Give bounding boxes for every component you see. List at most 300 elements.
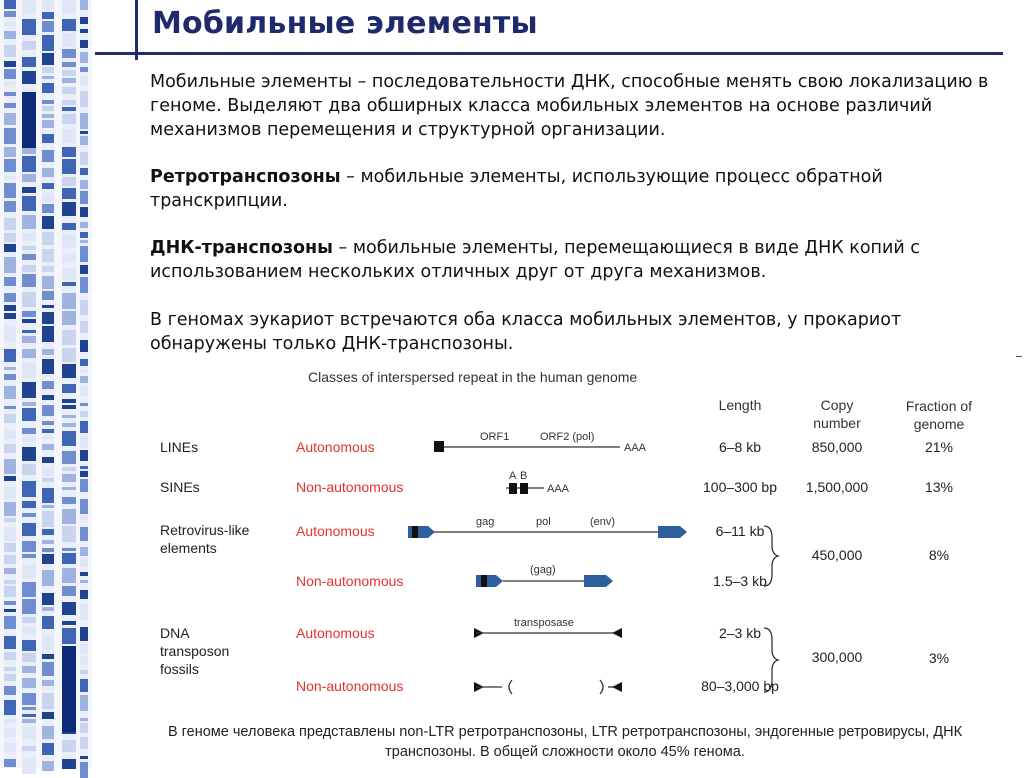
- strip-bar: [22, 582, 36, 597]
- strip-bar: [42, 134, 54, 143]
- strip-bar: [4, 568, 16, 574]
- strip-bar: [62, 293, 76, 309]
- strip-bar: [62, 423, 76, 427]
- strip-bar: [4, 444, 16, 453]
- strip-bar: [42, 662, 54, 676]
- strip-bar: [80, 240, 88, 243]
- strip-bar: [42, 114, 54, 118]
- type-label: Non-autonomous: [296, 479, 404, 495]
- strip-bar: [42, 193, 54, 202]
- strip-bar: [22, 653, 36, 662]
- strip-bar: [22, 41, 36, 50]
- strip-bar: [22, 554, 36, 558]
- strip-bar: [4, 128, 16, 144]
- strip-bar: [80, 207, 88, 217]
- length-value: 80–3,000 bp: [701, 678, 779, 694]
- strip-bar: [80, 180, 88, 189]
- strip-bar: [80, 222, 88, 228]
- strip-bar: [22, 447, 36, 461]
- strip-bar: [80, 321, 88, 333]
- strip-bar: [42, 478, 54, 482]
- strip-bar: [4, 183, 16, 198]
- strip-bar: [4, 103, 16, 108]
- strip-bar: [4, 31, 16, 39]
- strip-bar: [80, 580, 88, 583]
- strip-bar: [62, 49, 76, 58]
- page-title: Мобильные элементы: [152, 6, 538, 41]
- strip-bar: [62, 19, 76, 31]
- header-fraction-line2: genome: [913, 416, 965, 432]
- strip-bar: [4, 487, 16, 499]
- dna-transposons-term: ДНК-транспозоны: [150, 238, 333, 258]
- strip-bar: [62, 568, 76, 583]
- strip-bar: [62, 147, 76, 157]
- strip-bar: [80, 695, 88, 711]
- strip-bar: [4, 743, 16, 752]
- strip-bar: [22, 707, 36, 710]
- dna-transposon-nonautonomous-diagram: [474, 680, 622, 694]
- strip-bar: [22, 156, 36, 172]
- strip-bar: [80, 756, 88, 759]
- strip-bar: [4, 374, 16, 380]
- strip-bar: [80, 471, 88, 477]
- strip-bar: [42, 635, 54, 651]
- strip-bar: [42, 312, 54, 324]
- strip-bar: [62, 188, 76, 199]
- length-value: 6–11 kb: [715, 523, 765, 539]
- strip-bar: [80, 656, 88, 665]
- strip-bar: [22, 57, 36, 67]
- strip-bar: [62, 78, 76, 83]
- copies-value: 850,000: [811, 439, 863, 455]
- strip-bar: [62, 114, 76, 124]
- header-copy-line2: number: [813, 415, 861, 431]
- strip-bar: [80, 76, 88, 85]
- strip-bar: [62, 254, 76, 262]
- strip-bar: [22, 523, 36, 536]
- strip-bar: [22, 319, 36, 323]
- repeat-classes-figure: [150, 360, 1020, 710]
- strip-bar: [22, 640, 36, 651]
- strip-bar: [80, 604, 88, 620]
- strip-bar: [22, 19, 36, 35]
- strip-bar: [80, 516, 88, 520]
- strip-bar: [4, 667, 16, 671]
- strip-bar: [22, 714, 36, 717]
- strip-bar: [42, 468, 54, 476]
- eukaryote-paragraph: В геномах эукариот встречаются оба класса мобильных элементов, у прокариот обнаружены только ДНК-транспозоны.: [150, 310, 902, 354]
- strip-bar: [22, 196, 36, 211]
- strip-bar: [62, 586, 76, 596]
- retrotransposons-definition: – мобильные элементы, использующие процесс обратной транскрипции.: [150, 167, 883, 211]
- edge-tick: [1016, 356, 1022, 357]
- type-label: Autonomous: [296, 625, 375, 641]
- strip-bar: [80, 277, 88, 293]
- strip-bar: [4, 700, 16, 715]
- polya-label: AAA: [547, 483, 570, 495]
- strip-bar: [4, 686, 16, 695]
- strip-bar: [4, 674, 16, 681]
- strip-bar: [22, 254, 36, 260]
- length-value: 6–8 kb: [718, 439, 762, 455]
- strip-bar: [4, 201, 16, 212]
- class-label-retrovirus-line2: elements: [160, 540, 217, 556]
- strip-bar: [80, 627, 88, 641]
- strip-bar: [4, 652, 16, 660]
- strip-bar: [22, 693, 36, 705]
- strip-bar: [62, 431, 76, 446]
- strip-bar: [80, 191, 88, 204]
- strip-bar: [80, 466, 88, 469]
- strip-bar: [42, 457, 54, 463]
- strip-bar: [80, 762, 88, 778]
- strip-bar: [4, 476, 16, 481]
- strip-bar: [4, 367, 16, 370]
- strip-bar: [4, 555, 16, 564]
- strip-bar: [22, 330, 36, 333]
- strip-bar: [4, 636, 16, 649]
- strip-bar: [62, 548, 76, 551]
- strip-bar: [62, 621, 76, 625]
- length-value: 2–3 kb: [718, 625, 762, 641]
- type-label: Autonomous: [296, 523, 375, 539]
- strip-bar: [4, 609, 16, 612]
- strip-bar: [42, 529, 54, 535]
- strip-bar: [62, 223, 76, 230]
- strip-bar: [80, 52, 88, 63]
- strip-bar: [80, 40, 88, 48]
- strip-bar: [22, 541, 36, 552]
- strip-bar: [42, 326, 54, 342]
- strip-bar: [62, 487, 76, 490]
- strip-bar: [62, 364, 76, 378]
- strip-bar: [80, 376, 88, 383]
- length-value: 1.5–3 kb: [713, 573, 767, 589]
- strip-bar: [42, 654, 54, 659]
- strip-bar: [42, 421, 54, 425]
- strip-bar: [22, 408, 36, 421]
- strip-bar: [4, 233, 16, 242]
- strip-bar: [4, 11, 16, 17]
- strip-bar: [80, 737, 88, 749]
- strip-bar: [80, 670, 88, 674]
- strip-bar: [80, 499, 88, 514]
- strip-bar: [4, 176, 16, 180]
- strip-bar: [62, 602, 76, 615]
- strip-bar: [4, 159, 16, 172]
- strip-bar: [42, 726, 54, 739]
- strip-bar: [4, 430, 16, 439]
- strip-bar: [22, 719, 36, 723]
- strip-bar: [42, 100, 54, 104]
- strip-bar: [80, 572, 88, 576]
- strip-bar: [62, 526, 76, 542]
- b-box-label: B: [520, 470, 528, 482]
- figure-caption: В геноме человека представлены non-LTR ретротранспозоны, LTR ретротранспозоны, эндогенные ретровирусы, ДНК транспозоны. В общей сложности около 45% генома.: [167, 724, 963, 760]
- strip-bar: [4, 147, 16, 157]
- figure-title: Classes of interspersed repeat in the human genome: [308, 369, 638, 385]
- strip-bar: [80, 0, 88, 10]
- strip-bar: [4, 543, 16, 552]
- strip-bar: [80, 718, 88, 721]
- strip-bar: [22, 336, 36, 343]
- strip-bar: [4, 386, 16, 399]
- strip-bar: [62, 348, 76, 362]
- strip-bar: [80, 644, 88, 654]
- line-element-diagram: [434, 431, 647, 454]
- strip-bar: [4, 257, 16, 273]
- strip-bar: [80, 547, 88, 556]
- strip-bar: [80, 386, 88, 396]
- strip-bar: [42, 21, 54, 32]
- strip-bar: [22, 274, 36, 287]
- strip-bar: [22, 746, 36, 751]
- fraction-value: 8%: [928, 547, 950, 563]
- strip-bar: [42, 12, 54, 19]
- sine-element-diagram: [506, 470, 570, 495]
- strip-bar: [4, 277, 16, 286]
- strip-bar: [22, 349, 36, 358]
- strip-bar: [62, 509, 76, 524]
- a-box-label: A: [509, 470, 517, 482]
- header-length: Length: [718, 397, 762, 413]
- strip-bar: [22, 666, 36, 673]
- class-label-dna-line1: DNA: [160, 625, 190, 641]
- length-value: 100–300 bp: [703, 479, 777, 495]
- strip-bar: [80, 403, 88, 406]
- strip-bar: [42, 381, 54, 389]
- strip-bar: [42, 548, 54, 552]
- strip-bar: [22, 363, 36, 378]
- strip-bar: [42, 168, 54, 177]
- strip-bar: [42, 429, 54, 433]
- gag-label: (gag): [530, 564, 556, 576]
- strip-bar: [42, 712, 54, 719]
- strip-bar: [22, 187, 36, 193]
- strip-bar: [4, 293, 16, 302]
- strip-bar: [80, 113, 88, 129]
- retrotransposons-paragraph: [150, 165, 1010, 213]
- strip-bar: [42, 505, 54, 508]
- strip-bar: [22, 174, 36, 182]
- strip-bar: [22, 215, 36, 229]
- strip-bar: [62, 33, 76, 47]
- strip-bar: [22, 617, 36, 623]
- dna-transposon-autonomous-diagram: [474, 617, 622, 638]
- strip-bar: [4, 326, 16, 342]
- strip-bar: [22, 402, 36, 406]
- strip-bar: [42, 120, 54, 128]
- retrovirus-autonomous-diagram: [408, 516, 687, 538]
- strip-bar: [42, 436, 54, 439]
- strip-bar: [80, 67, 88, 72]
- strip-bar: [22, 71, 36, 84]
- strip-bar: [80, 450, 88, 461]
- pol-label: pol: [536, 516, 551, 528]
- strip-bar: [42, 216, 54, 229]
- strip-bar: [22, 727, 36, 739]
- strip-bar: [42, 395, 54, 400]
- strip-bar: [42, 83, 54, 93]
- strip-bar: [22, 599, 36, 614]
- strip-bar: [80, 29, 88, 33]
- strip-bar: [22, 428, 36, 434]
- strip-bar: [62, 405, 76, 409]
- class-label-lines: LINEs: [160, 439, 199, 455]
- class-label-retrovirus-line1: Retrovirus-like: [160, 522, 250, 538]
- strip-bar: [80, 359, 88, 366]
- strip-bar: [62, 100, 76, 105]
- strip-bar: [80, 559, 88, 567]
- strip-bar: [62, 87, 76, 94]
- strip-bar: [4, 459, 16, 474]
- strip-bar: [4, 313, 16, 319]
- strip-bar: [80, 300, 88, 315]
- intro-paragraph: Мобильные элементы – последовательности ДНК, способные менять свою локализацию в геноме. Выделяют два обширных класса мобильных элементов на основе различий механизмов перемещения и структурной организации.: [150, 72, 989, 140]
- strip-bar: [80, 17, 88, 24]
- strip-bar: [4, 244, 16, 252]
- dna-transposons-paragraph: [150, 236, 1010, 284]
- strip-bar: [22, 464, 36, 475]
- strip-bar: [62, 159, 76, 174]
- strip-bar: [42, 488, 54, 503]
- strip-bar: [62, 399, 76, 403]
- dna-transposons-definition: – мобильные элементы, перемещающиеся в виде ДНК копий с использованием нескольких отличных друг от друга механизмов.: [150, 238, 920, 282]
- fraction-value: 3%: [928, 650, 950, 666]
- strip-bar: [22, 382, 36, 398]
- env-label: (env): [590, 516, 616, 528]
- copies-value: 1,500,000: [805, 479, 869, 495]
- strip-bar: [4, 580, 16, 584]
- polya-label: AAA: [624, 442, 647, 454]
- strip-bar: [62, 70, 76, 76]
- strip-bar: [62, 268, 76, 280]
- strip-bar: [80, 369, 88, 373]
- strip-bar: [62, 415, 76, 418]
- strip-bar: [62, 740, 76, 752]
- strip-bar: [42, 276, 54, 289]
- strip-bar: [80, 590, 88, 599]
- strip-bar: [42, 405, 54, 416]
- strip-bar: [4, 728, 16, 737]
- strip-bar: [22, 437, 36, 442]
- strip-bar: [62, 107, 76, 111]
- strip-bar: [22, 0, 36, 14]
- strip-bar: [62, 202, 76, 216]
- strip-bar: [42, 106, 54, 111]
- strip-bar: [22, 513, 36, 517]
- transposase-label: transposase: [514, 617, 574, 629]
- strip-bar: [42, 0, 54, 10]
- strip-bar: [4, 586, 16, 597]
- strip-bar: [62, 384, 76, 393]
- orf2-label: ORF2 (pol): [540, 431, 595, 443]
- strip-bar: [4, 349, 16, 362]
- strip-bar: [4, 527, 16, 541]
- strip-bar: [22, 481, 36, 497]
- title-horizontal-rule: [95, 52, 1003, 55]
- strip-bar: [22, 678, 36, 688]
- class-label-sines: SINEs: [160, 479, 200, 495]
- header-fraction-line1: Fraction of: [905, 398, 973, 414]
- strip-bar: [42, 349, 54, 355]
- strip-bar: [80, 421, 88, 433]
- strip-bar: [80, 436, 88, 448]
- strip-bar: [22, 501, 36, 508]
- strip-bar: [80, 265, 88, 274]
- strip-bar: [62, 467, 76, 471]
- strip-bar: [42, 359, 54, 374]
- strip-bar: [22, 265, 36, 272]
- strip-bar: [42, 232, 54, 245]
- strip-bar: [22, 565, 36, 578]
- strip-bar: [42, 554, 54, 564]
- strip-bar: [22, 292, 36, 307]
- class-label-dna-line2: transposon: [160, 643, 230, 659]
- strip-bar: [42, 607, 54, 611]
- strip-bar: [4, 305, 16, 311]
- strip-bar: [22, 758, 36, 774]
- copies-value: 450,000: [811, 547, 863, 563]
- strip-bar: [42, 35, 54, 51]
- strip-bar: [62, 129, 76, 143]
- strip-bar: [80, 411, 88, 417]
- strip-bar: [22, 627, 36, 634]
- strip-bar: [22, 246, 36, 250]
- strip-bar: [80, 152, 88, 165]
- strip-bar: [62, 282, 76, 286]
- header-copy-line1: Copy: [820, 397, 854, 413]
- strip-bar: [4, 406, 16, 409]
- strip-bar: [22, 233, 36, 241]
- strip-bar: [42, 743, 54, 755]
- strip-bar: [4, 61, 16, 67]
- strip-bar: [4, 82, 16, 85]
- strip-bar: [42, 183, 54, 189]
- strip-bar: [80, 723, 88, 733]
- strip-bar: [4, 218, 16, 230]
- strip-bar: [62, 62, 76, 67]
- strip-bar: [42, 761, 54, 771]
- fraction-value: 13%: [924, 479, 954, 495]
- strip-bar: [80, 246, 88, 262]
- strip-bar: [62, 451, 76, 464]
- strip-bar: [80, 136, 88, 145]
- strip-bar: [4, 22, 16, 26]
- fraction-value: 21%: [924, 439, 954, 455]
- strip-bar: [42, 593, 54, 605]
- strip-bar: [42, 67, 54, 73]
- strip-bar: [62, 474, 76, 482]
- strip-bar: [62, 177, 76, 186]
- strip-bar: [4, 601, 16, 605]
- strip-bar: [80, 527, 88, 541]
- strip-bar: [80, 340, 88, 352]
- strip-bar: [4, 113, 16, 125]
- strip-bar: [62, 311, 76, 325]
- strip-bar: [4, 518, 16, 522]
- copies-value: 300,000: [811, 649, 863, 665]
- strip-bar: [42, 249, 54, 262]
- strip-bar: [42, 540, 54, 544]
- strip-bar: [80, 679, 88, 692]
- strip-bar: [42, 693, 54, 709]
- strip-bar: [42, 150, 54, 162]
- strip-bar: [42, 680, 54, 686]
- strip-bar: [42, 266, 54, 272]
- strip-bar: [80, 131, 88, 134]
- strip-bar: [4, 45, 16, 57]
